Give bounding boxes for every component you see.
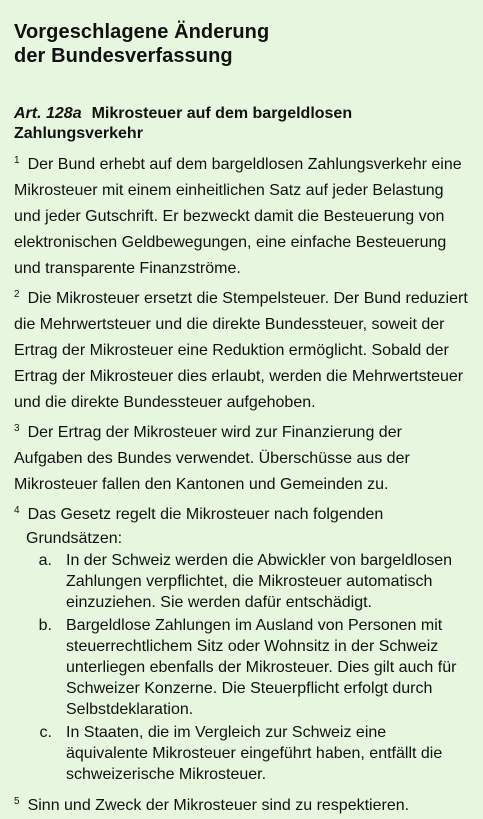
paragraph-number: 3 bbox=[14, 423, 20, 434]
list-marker: b. bbox=[38, 617, 52, 634]
list-marker: a. bbox=[38, 552, 52, 569]
paragraph-number: 5 bbox=[14, 796, 20, 807]
paragraph-5 bbox=[14, 789, 469, 819]
title-line-2: der Bundesverfassung bbox=[14, 45, 233, 67]
paragraph-2 bbox=[14, 282, 469, 416]
list-item bbox=[14, 722, 469, 785]
paragraph-text: Der Bund erhebt auf dem bargeldlosen Zahlungsverkehr eine Mikrosteuer mit einem einheitlichen Satz auf jeder Belastung und jeder Gutschrift. Er bezweckt damit die Besteuerung von elektronischen Geldbewegungen, eine einfache Besteuerung und transparente Finanzströme. bbox=[14, 156, 462, 277]
paragraph-3 bbox=[14, 416, 469, 498]
paragraph-number: 1 bbox=[14, 155, 20, 166]
paragraph-1 bbox=[14, 148, 469, 282]
paragraph-4-continuation: Grundsätzen: bbox=[26, 530, 123, 547]
list-item bbox=[14, 615, 469, 720]
title-line-1: Vorgeschlagene Änderung bbox=[14, 21, 270, 43]
list-item bbox=[14, 550, 469, 613]
principles-list bbox=[14, 550, 469, 785]
paragraph-4 bbox=[14, 498, 469, 528]
list-item-text: In der Schweiz werden die Abwickler von bargeldlosen Zahlungen verpflichtet, die Mikrosteuer automatisch einzuziehen. Sie werden dafür entschädigt. bbox=[66, 552, 452, 611]
list-item-text: In Staaten, die im Vergleich zur Schweiz eine äquivalente Mikrosteuer eingeführt haben, entfällt die schweizerische Mikrosteuer. bbox=[66, 724, 443, 783]
paragraph-text: Das Gesetz regelt die Mikrosteuer nach folgenden bbox=[27, 506, 384, 523]
paragraph-text: Sinn und Zweck der Mikrosteuer sind zu respektieren. bbox=[27, 797, 410, 814]
paragraph-text: Der Ertrag der Mikrosteuer wird zur Finanzierung der Aufgaben des Bundes verwendet. Überschüsse aus der Mikrosteuer fallen den Kantonen und Gemeinden zu. bbox=[14, 424, 410, 493]
list-marker: c. bbox=[39, 724, 52, 741]
list-item-text: Bargeldlose Zahlungen im Ausland von Personen mit steuerrechtlichem Sitz oder Wohnsitz in der Schweiz unterliegen ebenfalls der Mikrosteuer. Dies gilt auch für Schweizer Konzerne. Die Steuerpflicht erfolgt durch Selbstdeklaration. bbox=[66, 617, 457, 718]
paragraph-number: 2 bbox=[14, 289, 20, 300]
paragraph-number: 4 bbox=[14, 505, 20, 516]
article-heading bbox=[14, 104, 469, 144]
article-number: Art. 128a bbox=[14, 105, 82, 122]
document-title bbox=[14, 20, 469, 68]
article-title: Mikrosteuer auf dem bargeldlosen Zahlungsverkehr bbox=[14, 105, 353, 142]
paragraph-text: Die Mikrosteuer ersetzt die Stempelsteuer. Der Bund reduziert die Mehrwertsteuer und die direkte Bundessteuer, soweit der Ertrag der Mikrosteuer eine Reduktion ermöglicht. Sobald der Ertrag der Mikrosteuer dies erlaubt, werden die Mehrwertsteuer und die direkte Bundessteuer aufgehoben. bbox=[14, 290, 468, 411]
